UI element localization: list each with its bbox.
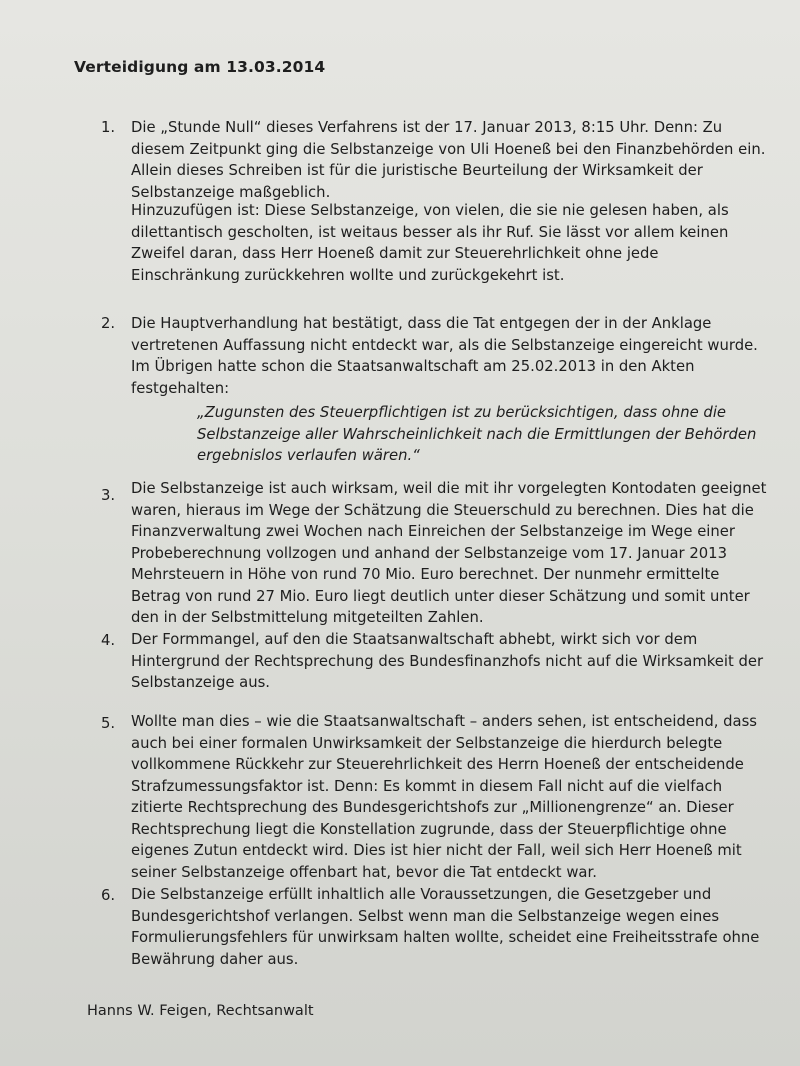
text-line: Wollte man dies – wie die Staatsanwaltschaft – anders sehen, ist entscheidend, dass	[131, 713, 757, 730]
block-quote	[197, 402, 757, 467]
text-line: Hintergrund der Rechtsprechung des Bundesfinanzhofs nicht auf die Wirksamkeit der	[131, 652, 764, 670]
text-line: zitierte Rechtsprechung des Bundesgerichtshofs zur „Millionengrenze“ an. Dieser	[131, 799, 734, 816]
list-number: 1.	[101, 119, 116, 136]
text-line: Strafzumessungsfaktor ist. Denn: Es kommt in diesem Fall nicht auf die vielfach	[131, 777, 723, 795]
text-line: Betrag von rund 27 Mio. Euro liegt deutlich unter dieser Schätzung und somit unter	[131, 587, 750, 605]
text-line: waren, hieraus im Wege der Schätzung die Steuerschuld zu berechnen. Dies hat die	[131, 501, 754, 519]
text-line: vertretenen Auffassung nicht entdeckt war, als die Selbstanzeige eingereicht wurde.	[131, 336, 758, 354]
text-line: dilettantisch gescholten, ist weitaus besser als ihr Ruf. Sie lässt vor allem keinen	[131, 223, 729, 241]
paragraph	[131, 313, 771, 399]
text-line: Finanzverwaltung zwei Wochen nach Einreichen der Selbstanzeige im Wege einer	[131, 523, 735, 540]
text-line: Selbstanzeige aus.	[131, 674, 270, 691]
signature-line: Hanns W. Feigen, Rechtsanwalt	[87, 1003, 314, 1019]
text-line: Zweifel daran, dass Herr Hoeneß damit zur Steuerehrlichkeit ohne jede	[131, 245, 659, 262]
text-line: Die Hauptverhandlung hat bestätigt, dass die Tat entgegen der in der Anklage	[131, 315, 712, 332]
text-line: Die Selbstanzeige erfüllt inhaltlich alle Voraussetzungen, die Gesetzgeber und	[131, 886, 712, 903]
text-line: Bundesgerichtshof verlangen. Selbst wenn man die Selbstanzeige wegen eines	[131, 907, 720, 925]
quote-line: Selbstanzeige aller Wahrscheinlichkeit nach die Ermittlungen der Behörden	[197, 425, 757, 443]
quote-line: „Zugunsten des Steuerpflichtigen ist zu berücksichtigen, dass ohne die	[197, 404, 727, 421]
text-line: Die „Stunde Null“ dieses Verfahrens ist der 17. Januar 2013, 8:15 Uhr. Denn: Zu	[131, 119, 723, 136]
text-line: Formulierungsfehlers für unwirksam halten wollte, scheidet eine Freiheitsstrafe ohne	[131, 929, 760, 946]
paragraph	[131, 711, 771, 883]
list-number: 6.	[101, 887, 116, 904]
text-line: Allein dieses Schreiben ist für die juristische Beurteilung der Wirksamkeit der	[131, 162, 703, 179]
text-line: diesem Zeitpunkt ging die Selbstanzeige von Uli Hoeneß bei den Finanzbehörden ein.	[131, 140, 766, 158]
paragraph	[131, 884, 771, 970]
text-line: Der Formmangel, auf den die Staatsanwaltschaft abhebt, wirkt sich vor dem	[131, 631, 698, 648]
paragraph	[131, 117, 771, 203]
paragraph	[131, 478, 771, 629]
text-line: Einschränkung zurückkehren wollte und zurückgekehrt ist.	[131, 266, 565, 284]
text-line: Die Selbstanzeige ist auch wirksam, weil die mit ihr vorgelegten Kontodaten geeignet	[131, 480, 767, 497]
text-line: Selbstanzeige maßgeblich.	[131, 183, 331, 201]
list-number: 3.	[101, 487, 116, 504]
text-line: Hinzuzufügen ist: Diese Selbstanzeige, von vielen, die sie nie gelesen haben, als	[131, 202, 729, 219]
text-line: eigenes Zutun entdeckt wird. Dies ist hier nicht der Fall, weil sich Herr Hoeneß mit	[131, 842, 742, 859]
list-number: 5.	[101, 715, 116, 732]
document-title: Verteidigung am 13.03.2014	[74, 58, 326, 76]
text-line: vollkommene Rückkehr zur Steuerehrlichkeit des Herrn Hoeneß der entscheidende	[131, 756, 744, 773]
text-line: festgehalten:	[131, 379, 230, 397]
text-line: Rechtsprechung liegt die Konstellation zugrunde, dass der Steuerpflichtige ohne	[131, 820, 727, 838]
text-line: seiner Selbstanzeige offenbart hat, bevor die Tat entdeckt war.	[131, 863, 597, 881]
text-line: auch bei einer formalen Unwirksamkeit der Selbstanzeige die hierdurch belegte	[131, 734, 723, 752]
text-line: Bewährung daher aus.	[131, 950, 299, 968]
text-line: Im Übrigen hatte schon die Staatsanwaltschaft am 25.02.2013 in den Akten	[131, 358, 695, 375]
paragraph	[131, 629, 771, 694]
paragraph	[131, 200, 771, 286]
text-line: Probeberechnung vollzogen und anhand der Selbstanzeige vom 17. Januar 2013	[131, 544, 728, 562]
text-line: den in der Selbstmittelung mitgeteilten Zahlen.	[131, 609, 484, 626]
quote-line: ergebnislos verlaufen wären.“	[197, 447, 420, 464]
list-number: 4.	[101, 632, 116, 649]
list-number: 2.	[101, 315, 116, 332]
text-line: Mehrsteuern in Höhe von rund 70 Mio. Euro berechnet. Der nunmehr ermittelte	[131, 566, 720, 583]
